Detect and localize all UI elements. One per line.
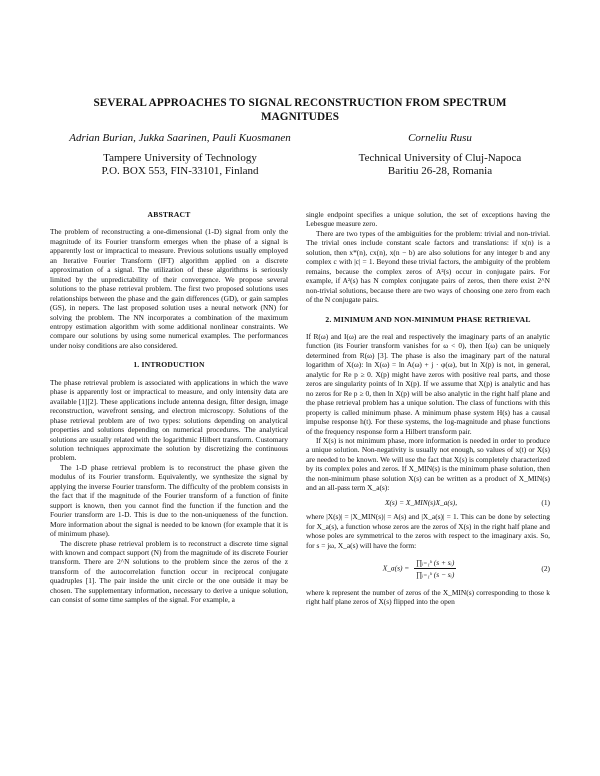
left-column	[50, 210, 288, 605]
equation-2-lhs: X_a(s) =	[382, 563, 410, 573]
affiliation-left-line1: Tampere University of Technology	[103, 152, 257, 164]
after-equation-1-paragraph: where |X(s)| = |X_MIN(s)| = A(s) and |X_a(s)| = 1. This can be done by selecting for X_a(s), a function whose zeros are the zeros of X(s) in the right half plane and whose poles are symmetrical to the zeros with respect to the imaginary axis. So, for s = jω, X_a(s) will have the form:	[306, 512, 550, 550]
equation-2-fraction	[414, 558, 456, 580]
intro-heading: 1. INTRODUCTION	[133, 360, 205, 370]
abstract-text: The problem of reconstructing a one-dimensional (1-D) signal from only the magnitude of its Fourier transform emerges when the phase of a signal is apparently lost or impractical to measure. Previous solutions usually employed an Iterative Fourier Transform (IFT) algorithm applied on a discrete approximation of a signal. The utilization of these algorithms is seriously limited by the unpredictability of their convergence. We propose several solutions to the phase retrieval problem. The first two proposed solutions uses relationships between the phase and the gain differences (GD), or gain samples (GS), in nepers. The last proposed solution uses a neural network (NN) for solving the problem. The NN incorporates a combination of the maximum entropy estimation algorithm with some additional nonlinear constraints. We compare our solutions by using some numerical examples. The performances under noisy conditions are also considered.	[50, 227, 288, 350]
paper-title: SEVERAL APPROACHES TO SIGNAL RECONSTRUCTION FROM SPECTRUM MAGNITUDES	[93, 97, 507, 123]
equation-1-body: X(s) = X_MIN(s)X_a(s),	[384, 497, 458, 507]
equation-1-number: (1)	[541, 497, 550, 507]
equation-1	[306, 498, 550, 507]
min-phase-paragraph-1: If R(ω) and I(ω) are the real and respectively the imaginary parts of an analytic function (its Fourier transform vanishes for ω < 0), then I(ω) can be uniquely determined from R(ω) [3]. The phase is also the imaginary part of the natural logarithm of X(ω): ln X(ω) = ln A(ω) + j · φ(ω), but ln X(p) is not, in general, analytic for Re p ≥ 0. X(p) might have zeros with positive real parts, and those zeros are singularity points of ln X(p). If we assume that X(p) is analytic and has no zeros for Re p ≥ 0, then ln X(p) will be also analytic in the right half plane and the phase retrieval problem has a unique solution. The class of functions with this property is called minimum phase. A minimum phase system H(s) has a causal impulse response h(t). For these systems, the log-magnitude and phase functions of the frequency response form a Hilbert transform pair.	[306, 331, 550, 436]
after-equation-2-paragraph: where k represent the number of zeros of the X_MIN(s) corresponding to those k right half plane zeros of X(s) flipped into the open	[306, 587, 550, 607]
section2-heading: 2. MINIMUM AND NON-MINIMUM PHASE RETRIEVAL	[325, 314, 531, 324]
affiliation-right	[300, 152, 580, 178]
equation-2-denominator: ∏ᵢ₌₁ᵏ (s − sᵢ)	[416, 570, 455, 580]
affiliation-left	[40, 152, 320, 178]
ambiguity-paragraph: There are two types of the ambiguities for the problem: trivial and non-trivial. The trivial ones include constant scale factors and translations: if x(n) is a solution, then x*(n), cx(n), x(n − b) are also solutions for any integer b and any complex c with |c| = 1. Beyond these trivial factors, the ambiguity of the problem remains, because the complex zeros of A²(s) occur in conjugate pairs. For example, if A²(s) has N complex conjugate pairs of zeros, then there exist 2^N non-trivial solutions, because there are two ways of choosing one zero from each of the N conjugate pairs.	[306, 228, 550, 305]
intro-paragraph-2: The 1-D phase retrieval problem is to reconstruct the phase given the modulus of its Fourier transform. Equivalently, we synthesize the signal by applying the inverse Fourier transform. The difficulty of the problem consists in the fact that if the magnitude of the Fourier transform of a function of finite support is known, then you cannot find the function if the function and the Fourier transform are 1-D. This is due to the non-uniqueness of the function. More information about the signal is needed to be known (for example that it is of minimum phase).	[50, 462, 288, 539]
equation-2	[306, 558, 550, 580]
min-phase-paragraph-2: If X(s) is not minimum phase, more information is needed in order to produce a unique solution. Non-negativity is usually not enough, so values of x(t) or X(s) are needed to be known. We will use the fact that X(s) is completely characterized by its complex poles and zeros. If X_MIN(s) is the minimum phase solution, then the non-minimum phase solution X(s) can be written as a product of X_MIN(s) and an all-pass term X_a(s):	[306, 435, 550, 493]
intro-paragraph-1: The phase retrieval problem is associated with applications in which the wave phase is apparently lost or impractical to measure, and only intensity data are available [1][2]. These applications include antenna design, filter design, image reconstruction, wavefront sensing, and electron microscopy. Solutions of the phase retrieval problem are of two types: solutions depending on analytical properties and solutions depending on numerical procedures. The analytical solutions are usually related with the logarithmic Hilbert transform. Customary solution techniques approximate the solution by discretizing the continuous problem.	[50, 377, 288, 463]
equation-2-numerator: ∏ᵢ₌₁ᵏ (s + sᵢ)	[414, 558, 456, 569]
affiliation-left-line2: P.O. BOX 553, FIN-33101, Finland	[101, 165, 259, 177]
authors-right: Corneliu Rusu	[408, 132, 472, 144]
intro-paragraph-3: The discrete phase retrieval problem is to reconstruct a discrete time signal with known and compact support (N) from the magnitude of its discrete Fourier transform. There are 2^N solutions to the problem since the zeros of the z transform of the autocorrelation function occur in reciprocal conjugate quadruples [1]. The pair inside the unit circle or the one outside it may be chosen. The supplementary information, necessary to derive a unique solution, can consist of some time samples of the signal. For example, a	[50, 538, 288, 605]
affiliation-right-line2: Baritiu 26-28, Romania	[387, 165, 493, 177]
equation-2-body	[306, 558, 536, 580]
equation-2-number: (2)	[541, 564, 550, 574]
affiliation-right-line1: Technical University of Cluj-Napoca	[358, 152, 522, 164]
abstract-heading: ABSTRACT	[147, 210, 191, 219]
authors-left: Adrian Burian, Jukka Saarinen, Pauli Kuosmanen	[69, 132, 291, 144]
right-column	[306, 210, 550, 607]
continued-paragraph: single endpoint specifies a unique solution, the set of exceptions having the Lebesgue measure zero.	[306, 210, 550, 229]
